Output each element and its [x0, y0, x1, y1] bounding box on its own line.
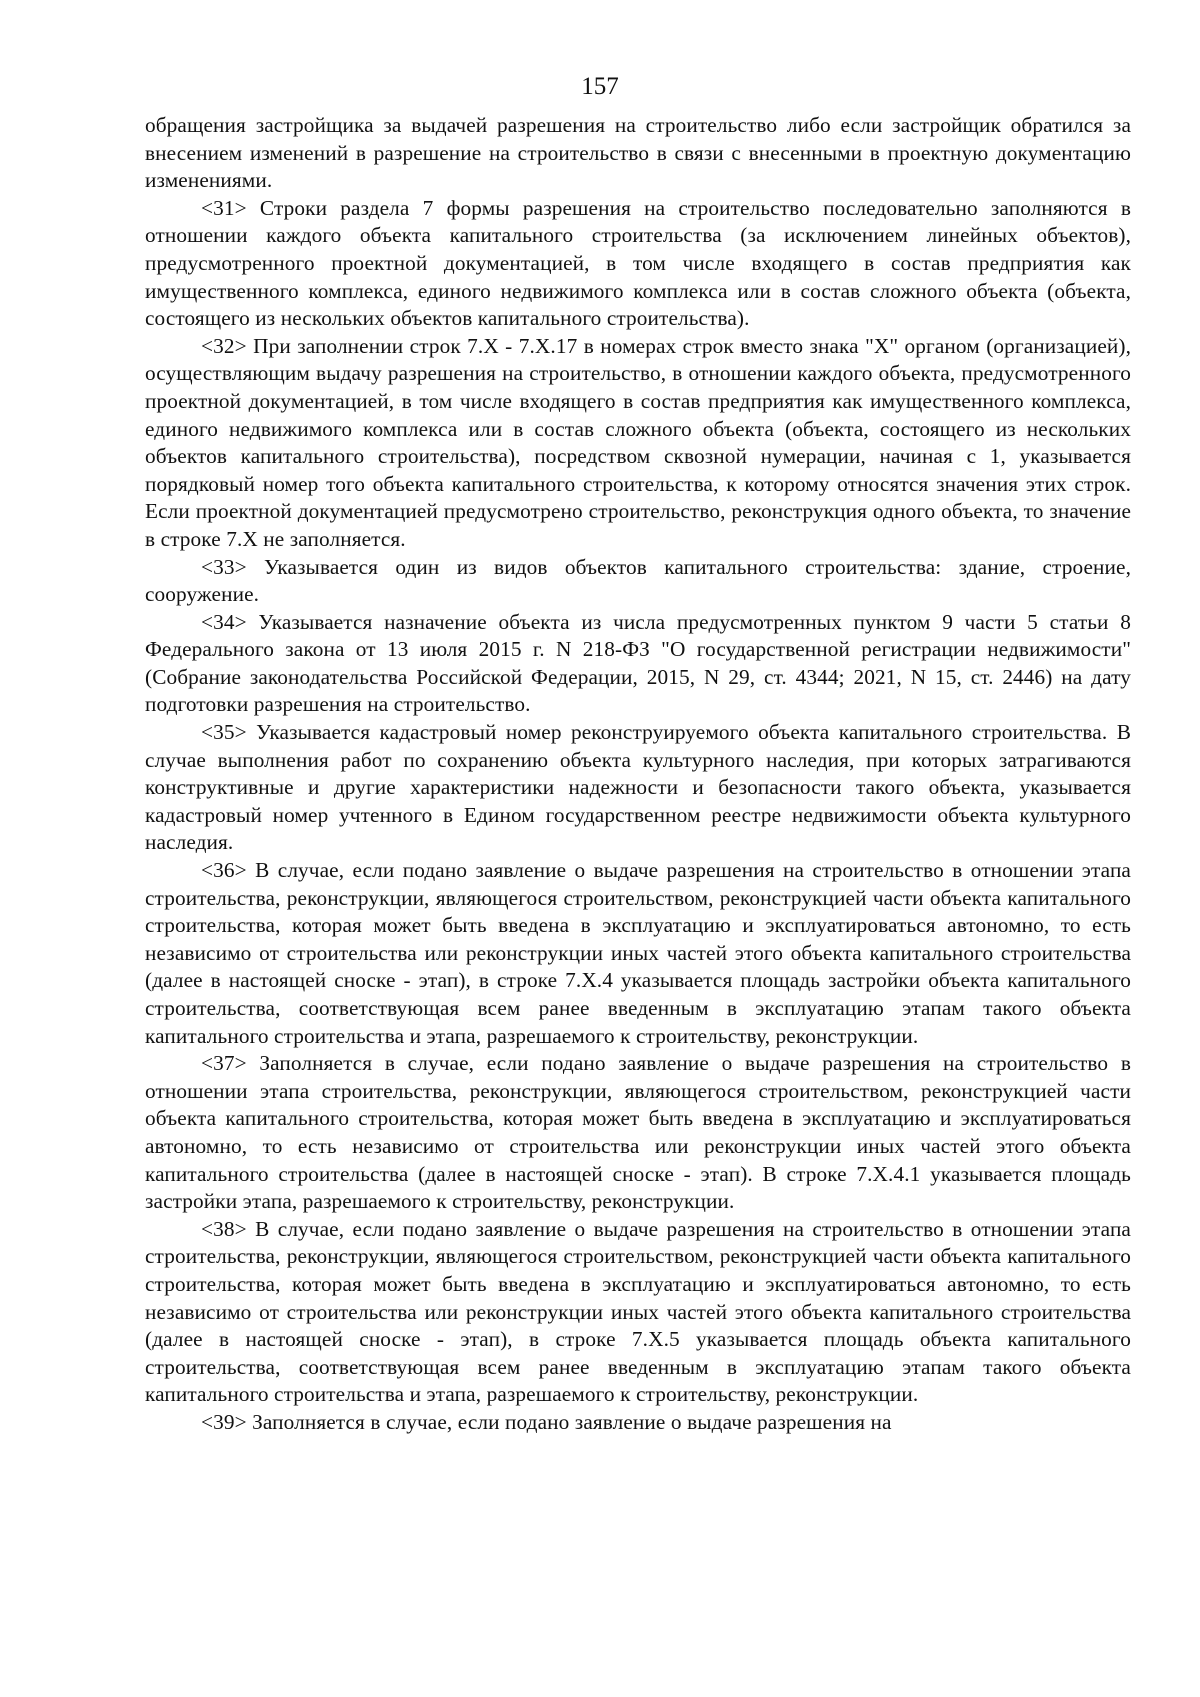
- footnote-39: <39> Заполняется в случае, если подано заявление о выдаче разрешения на: [201, 1409, 892, 1434]
- paragraph-continuation: обращения застройщика за выдачей разрешения на строительство либо если застройщик обратился за внесением изменений в разрешение на строительство в связи с внесенными в проектную документацию изменениями.: [145, 113, 1131, 193]
- footnote-32: <32> При заполнении строк 7.X - 7.X.17 в номерах строк вместо знака "X" органом (организацией), осуществляющим выдачу разрешения на строительство, в отношении каждого объекта, предусмотренного проектной документацией, в том числе входящего в состав предприятия как имущественного комплекса, единого недвижимого комплекса или в состав сложного объекта (объекта, состоящего из нескольких объектов капитального строительства), посредством сквозной нумерации, начиная с 1, указывается порядковый номер того объекта капитального строительства, к которому относятся значения этих строк. Если проектной документацией предусмотрено строительство, реконструкция одного объекта, то значение в строке 7.X не заполняется.: [145, 333, 1131, 551]
- footnote-34: <34> Указывается назначение объекта из числа предусмотренных пунктом 9 части 5 статьи 8 Федерального закона от 13 июля 2015 г. N 218-ФЗ "О государственной регистрации недвижимости" (Собрание законодательства Российской Федерации, 2015, N 29, ст. 4344; 2021, N 15, ст. 2446) на дату подготовки разрешения на строительство.: [145, 609, 1131, 717]
- footnote-37: <37> Заполняется в случае, если подано заявление о выдаче разрешения на строительство в отношении этапа строительства, реконструкции, являющегося строительством, реконструкцией части объекта капитального строительства, которая может быть введена в эксплуатацию и эксплуатироваться автономно, то есть независимо от строительства или реконструкции иных частей этого объекта капитального строительства (далее в настоящей сноске - этап). В строке 7.X.4.1 указывается площадь застройки этапа, разрешаемого к строительству, реконструкции.: [145, 1051, 1131, 1214]
- footnote-38: <38> В случае, если подано заявление о выдаче разрешения на строительство в отношении этапа строительства, реконструкции, являющегося строительством, реконструкцией части объекта капитального строительства, которая может быть введена в эксплуатацию и эксплуатироваться автономно, то есть независимо от строительства или реконструкции иных частей этого объекта капитального строительства (далее в настоящей сноске - этап), в строке 7.X.5 указывается площадь объекта капитального строительства, соответствующая всем ранее введенным в эксплуатацию этапам такого объекта капитального строительства и этапа, разрешаемого к строительству, реконструкции.: [145, 1216, 1131, 1407]
- footnote-36: <36> В случае, если подано заявление о выдаче разрешения на строительство в отношении этапа строительства, реконструкции, являющегося строительством, реконструкцией части объекта капитального строительства, которая может быть введена в эксплуатацию и эксплуатироваться автономно, то есть независимо от строительства или реконструкции иных частей этого объекта капитального строительства (далее в настоящей сноске - этап), в строке 7.X.4 указывается площадь застройки объекта капитального строительства, соответствующая всем ранее введенным в эксплуатацию этапам такого объекта капитального строительства и этапа, разрешаемого к строительству, реконструкции.: [145, 858, 1131, 1048]
- footnote-35: <35> Указывается кадастровый номер реконструируемого объекта капитального строительства. В случае выполнения работ по сохранению объекта культурного наследия, при которых затрагиваются конструктивные и другие характеристики надежности и безопасности такого объекта, указывается кадастровый номер учтенного в Едином государственном реестре недвижимости объекта культурного наследия.: [145, 720, 1131, 855]
- footnote-31: <31> Строки раздела 7 формы разрешения на строительство последовательно заполняются в отношении каждого объекта капитального строительства (за исключением линейных объектов), предусмотренного проектной документацией, в том числе входящего в состав предприятия как имущественного комплекса, единого недвижимого комплекса или в состав сложного объекта (объекта, состоящего из нескольких объектов капитального строительства).: [145, 195, 1131, 331]
- footnote-33: <33> Указывается один из видов объектов капитального строительства: здание, строение, сооружение.: [145, 554, 1131, 607]
- page-number: 157: [581, 73, 619, 100]
- document-body: [145, 112, 1131, 1437]
